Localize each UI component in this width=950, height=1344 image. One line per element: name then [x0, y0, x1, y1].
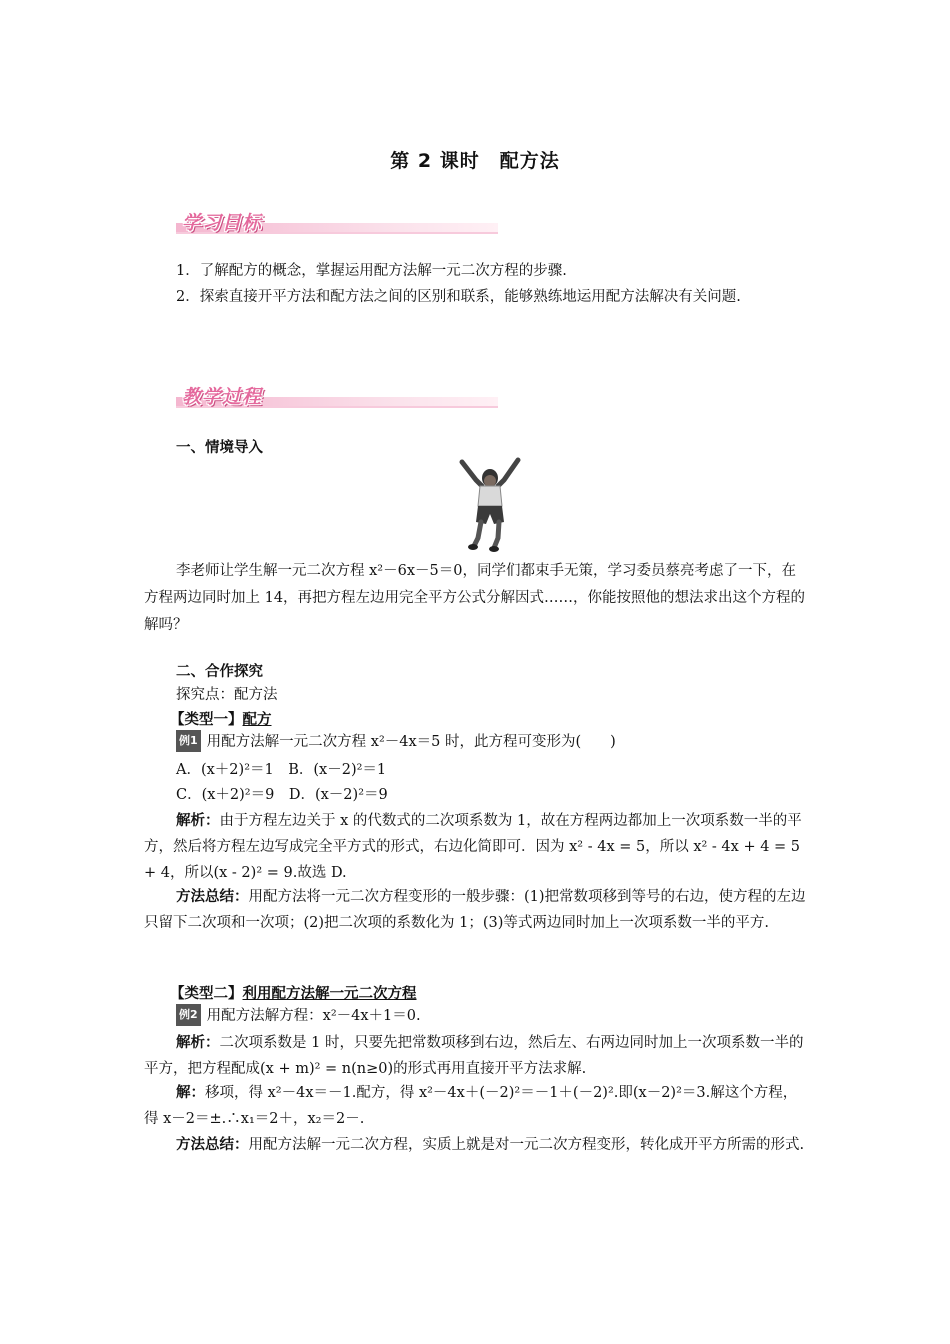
example2	[176, 1004, 421, 1027]
example1-options-cd: C．(x＋2)²＝9 D．(x－2)²＝9	[176, 787, 388, 803]
example1-badge: 例1	[176, 730, 201, 752]
objectives-banner	[176, 208, 498, 238]
analysis-label: 解析：	[176, 813, 220, 829]
analysis-text: 由于方程左边关于 x 的代数式的二次项系数为 1，故在方程两边都加上一次项系数一半的平方，然后将方程左边写成完全平方式的形式，右边化简即可．因为 x² - 4x = 5，所以 x² - 4x + 4 = 5 + 4，所以(x - 2)² = 9.故选 D.	[144, 813, 802, 881]
objective-1: 1．了解配方的概念，掌握运用配方法解一元二次方程的步骤.	[176, 263, 567, 279]
section1-heading: 一、情境导入	[176, 440, 263, 456]
explore-topic: 探究点：配方法	[176, 687, 278, 703]
type2-name: 利用配方法解一元二次方程	[242, 986, 417, 1002]
example2-summary	[144, 1132, 808, 1158]
type2-label: 【类型二】	[170, 986, 243, 1002]
example1-analysis	[144, 808, 808, 886]
example2-solution	[144, 1080, 808, 1132]
example2-question: 用配方法解方程：x²－4x＋1＝0.	[206, 1008, 421, 1024]
example1-options-ab: A．(x＋2)²＝1 B．(x－2)²＝1	[176, 762, 387, 778]
solution-label: 解：	[176, 1085, 205, 1101]
page-title: 第 2 课时 配方法	[390, 150, 560, 172]
summary-text: 用配方法解一元二次方程，实质上就是对一元二次方程变形，转化成开平方所需的形式.	[248, 1137, 805, 1153]
example1	[176, 730, 616, 753]
banner-label: 教学过程	[182, 386, 263, 408]
example2-analysis	[144, 1030, 808, 1082]
objective-2: 2．探索直接开平方法和配方法之间的区别和联系，能够熟练地运用配方法解决有关问题.	[176, 289, 741, 305]
section1-text: 李老师让学生解一元二次方程 x²－6x－5＝0，同学们都束手无策，学习委员蔡亮考虑了一下，在方程两边同时加上 14，再把方程左边用完全平方公式分解因式……，你能按照他的想法求出这个方程的解吗？	[144, 563, 806, 633]
type1-label: 【类型一】	[170, 712, 243, 728]
example1-question: 用配方法解一元二次方程 x²－4x＝5 时，此方程可变形为( )	[206, 734, 616, 750]
example1-summary	[144, 884, 808, 936]
example2-badge: 例2	[176, 1004, 201, 1026]
analysis-text: 二次项系数是 1 时，只要先把常数项移到右边，然后左、右两边同时加上一次项系数一半的平方，把方程配成(x + m)² = n(n≥0)的形式再用直接开平方法求解.	[144, 1035, 804, 1077]
jumping-boy-photo	[448, 456, 532, 552]
type1-name: 配方	[242, 712, 272, 728]
solution-text: 移项，得 x²－4x＝－1.配方，得 x²－4x＋(－2)²＝－1＋(－2)².即(x－2)²＝3.解这个方程，得 x－2＝±.∴x₁＝2＋，x₂＝2－.	[144, 1085, 798, 1127]
summary-label: 方法总结：	[176, 1137, 249, 1153]
summary-text: 用配方法将一元二次方程变形的一般步骤：(1)把常数项移到等号的右边，使方程的左边只留下二次项和一次项；(2)把二次项的系数化为 1；(3)等式两边同时加上一次项系数一半的平方.	[144, 889, 806, 931]
process-banner	[176, 382, 498, 412]
type2-heading	[170, 983, 417, 1005]
type1-heading	[170, 709, 272, 731]
summary-label: 方法总结：	[176, 889, 249, 905]
analysis-label: 解析：	[176, 1035, 220, 1051]
section2-heading: 二、合作探究	[176, 664, 263, 680]
banner-label: 学习目标	[182, 212, 263, 234]
